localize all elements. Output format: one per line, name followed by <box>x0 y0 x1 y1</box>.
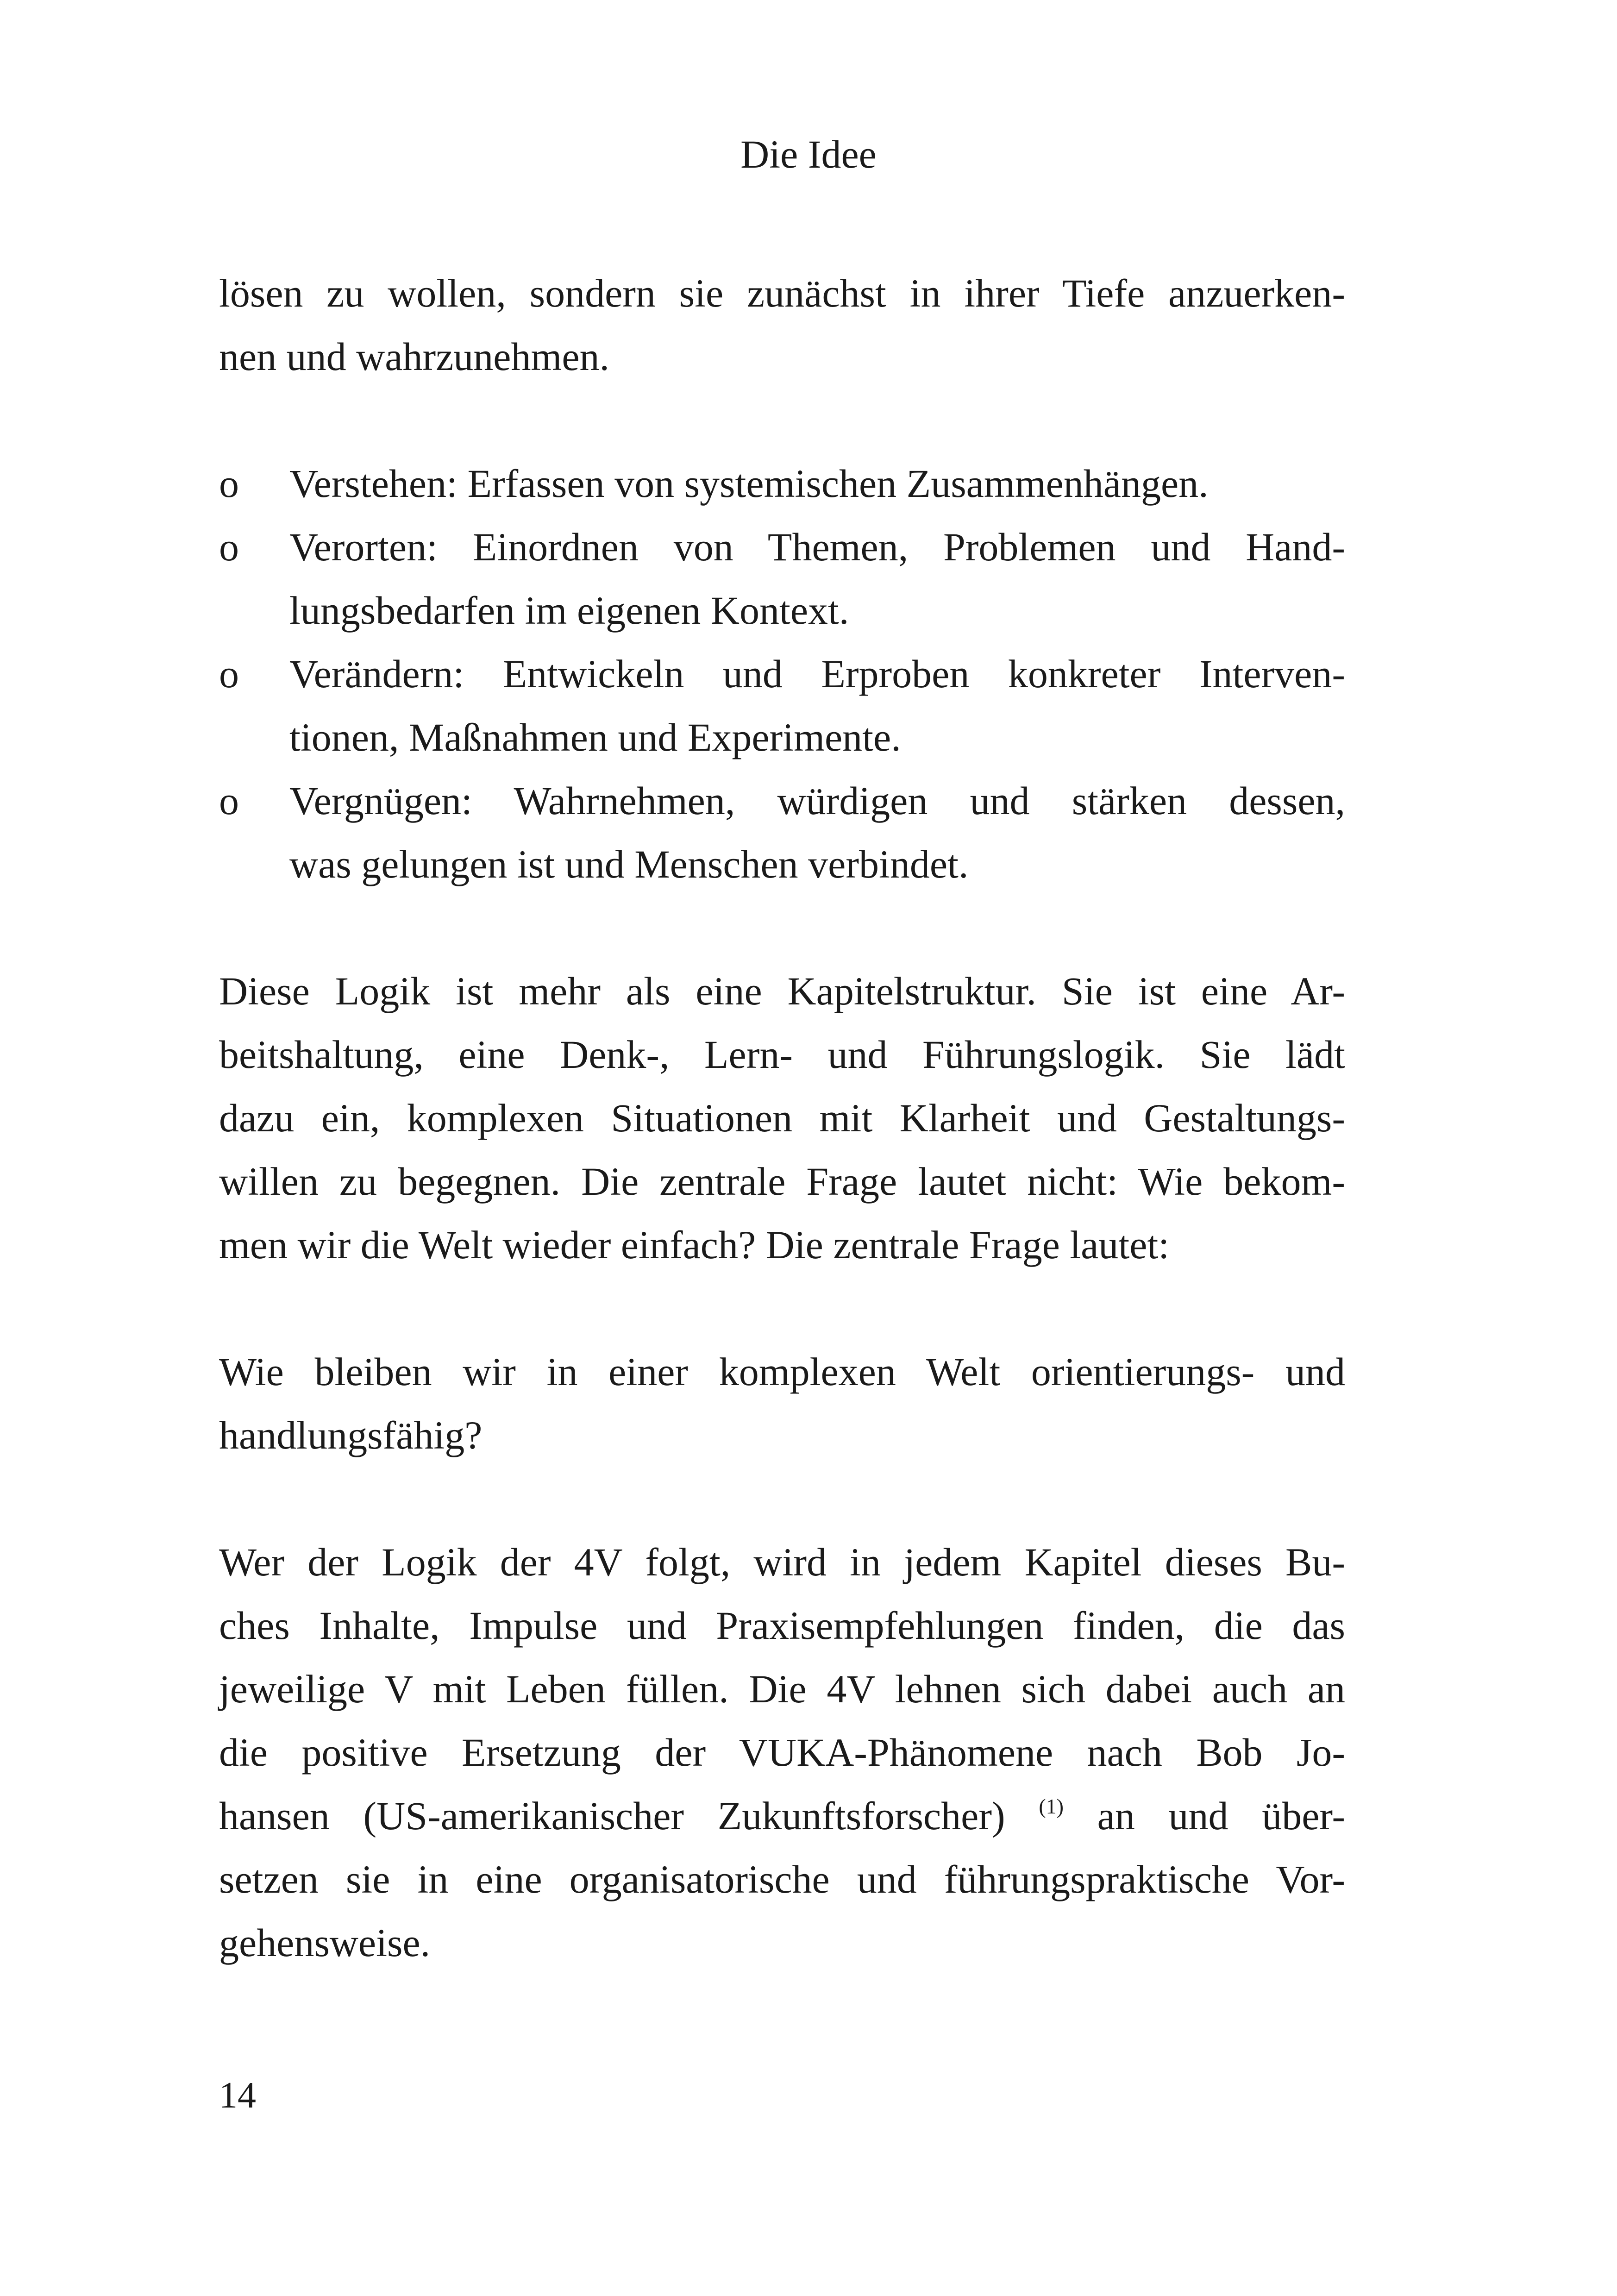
text-line: jeweilige V mit Leben füllen. Die 4V lehnen sich dabei auch an <box>219 1667 1345 1711</box>
list-item-veraendern <box>219 642 1345 769</box>
circle-bullet-icon: o <box>219 778 239 823</box>
text-line: setzen sie in eine organisatorische und führungspraktische Vor- <box>219 1857 1345 1901</box>
text-line: Wie bleiben wir in einer komplexen Welt orientierungs- und <box>219 1349 1345 1394</box>
text-line: lösen zu wollen, sondern sie zunächst in ihrer Tiefe anzuerken- <box>219 271 1345 315</box>
text-line: dazu ein, komplexen Situationen mit Klarheit und Gestaltungs- <box>219 1096 1345 1140</box>
text-line: gehensweise. <box>219 1920 431 1965</box>
logic-paragraph <box>219 960 1345 1277</box>
text-line: Vergnügen: Wahrnehmen, würdigen und stärken dessen, <box>289 778 1345 823</box>
circle-bullet-icon: o <box>219 652 239 696</box>
text-line: Verstehen: Erfassen von systemischen Zusammenhängen. <box>289 461 1209 506</box>
text-line: die positive Ersetzung der VUKA-Phänomene nach Bob Jo- <box>219 1730 1345 1775</box>
running-head-title: Die Idee <box>740 132 877 176</box>
text-line: men wir die Welt wieder einfach? Die zentrale Frage lautet: <box>219 1223 1170 1267</box>
text-line: willen zu begegnen. Die zentrale Frage lautet nicht: Wie bekom- <box>219 1159 1345 1204</box>
page-number: 14 <box>219 2075 256 2116</box>
text-line: tionen, Maßnahmen und Experimente. <box>289 715 901 759</box>
text-line: Diese Logik ist mehr als eine Kapitelstruktur. Sie ist eine Ar- <box>219 969 1345 1013</box>
text-line: beitshaltung, eine Denk-, Lern- und Führungslogik. Sie lädt <box>219 1032 1345 1077</box>
central-question-paragraph <box>219 1340 1345 1467</box>
text-line: nen und wahrzunehmen. <box>219 334 609 379</box>
text-line: Wer der Logik der 4V folgt, wird in jedem Kapitel dieses Bu- <box>219 1540 1345 1584</box>
text-line-with-footnote <box>219 1784 1345 1848</box>
text-line: ches Inhalte, Impulse und Praxisempfehlungen finden, die das <box>219 1603 1345 1648</box>
circle-bullet-icon: o <box>219 461 239 506</box>
list-item-verstehen <box>219 452 1345 515</box>
intro-paragraph <box>219 262 1345 389</box>
text-segment: hansen (US-amerikanischer Zukunftsforscher) <box>219 1794 1039 1838</box>
four-v-list <box>219 452 1345 896</box>
text-line: was gelungen ist und Menschen verbindet. <box>289 842 969 886</box>
circle-bullet-icon: o <box>219 525 239 569</box>
four-v-paragraph <box>219 1531 1345 1975</box>
text-segment: an und über- <box>1063 1794 1345 1838</box>
text-line: Verorten: Einordnen von Themen, Problemen und Hand- <box>289 525 1345 569</box>
text-line: Verändern: Entwickeln und Erproben konkreter Interven- <box>289 652 1345 696</box>
body-text <box>219 262 1345 2038</box>
text-line: lungsbedarfen im eigenen Kontext. <box>289 588 849 633</box>
list-item-vergnuegen <box>219 769 1345 896</box>
list-item-verorten <box>219 515 1345 642</box>
footnote-reference[interactable]: (1) <box>1039 1794 1064 1818</box>
text-line: handlungsfähig? <box>219 1413 483 1457</box>
